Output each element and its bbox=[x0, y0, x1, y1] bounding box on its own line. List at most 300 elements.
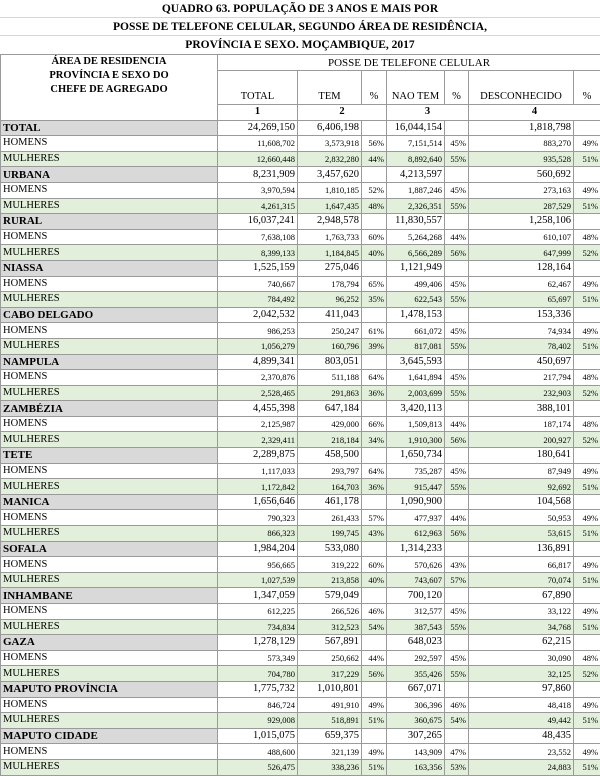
sex-row-homens bbox=[1, 697, 600, 713]
group-nao-tem: 4,213,597 bbox=[387, 167, 445, 183]
sex-nao-tem: 387,543 bbox=[387, 619, 445, 635]
group-name: URBANA bbox=[1, 167, 218, 183]
sex-nao-pct: 45% bbox=[445, 276, 469, 292]
group-row bbox=[1, 728, 600, 744]
group-tem: 3,457,620 bbox=[298, 167, 362, 183]
group-tem: 659,375 bbox=[298, 728, 362, 744]
sex-total: 12,660,448 bbox=[218, 151, 298, 167]
group-nao-tem: 1,121,949 bbox=[387, 260, 445, 276]
group-tem-pct-empty bbox=[362, 588, 387, 604]
sex-desc-pct: 49% bbox=[574, 136, 600, 152]
sex-desc-pct: 51% bbox=[574, 338, 600, 354]
sex-nao-tem: 292,597 bbox=[387, 650, 445, 666]
sex-total: 526,475 bbox=[218, 759, 298, 775]
group-row bbox=[1, 354, 600, 370]
sex-total: 784,492 bbox=[218, 292, 298, 308]
group-name: TETE bbox=[1, 448, 218, 464]
sex-desc-pct: 51% bbox=[574, 759, 600, 775]
sex-desc-pct: 51% bbox=[574, 713, 600, 729]
group-name: MANICA bbox=[1, 494, 218, 510]
group-tem-pct-empty bbox=[362, 681, 387, 697]
sex-total: 790,323 bbox=[218, 510, 298, 526]
sex-row-mulheres bbox=[1, 479, 600, 495]
sex-nao-pct: 45% bbox=[445, 463, 469, 479]
group-nao-pct-empty bbox=[445, 401, 469, 417]
group-name: NAMPULA bbox=[1, 354, 218, 370]
sex-desconhecido: 50,953 bbox=[469, 510, 574, 526]
sex-label: HOMENS bbox=[1, 136, 218, 152]
sex-row-mulheres bbox=[1, 432, 600, 448]
sex-nao-tem: 915,447 bbox=[387, 479, 445, 495]
sex-row-homens bbox=[1, 416, 600, 432]
group-nao-pct-empty bbox=[445, 214, 469, 230]
group-name: ZAMBÉZIA bbox=[1, 401, 218, 417]
sex-nao-tem: 817,081 bbox=[387, 338, 445, 354]
sex-row-homens bbox=[1, 557, 600, 573]
sex-nao-tem: 312,577 bbox=[387, 604, 445, 620]
sex-tem: 491,910 bbox=[298, 697, 362, 713]
header-nao-pct: % bbox=[445, 71, 469, 105]
sex-nao-pct: 56% bbox=[445, 432, 469, 448]
group-total: 1,984,204 bbox=[218, 541, 298, 557]
group-tem-pct-empty bbox=[362, 494, 387, 510]
sex-desc-pct: 51% bbox=[574, 198, 600, 214]
group-total: 1,347,059 bbox=[218, 588, 298, 604]
sex-desc-pct: 49% bbox=[574, 276, 600, 292]
group-desc-pct-empty bbox=[574, 448, 600, 464]
sex-label: MULHERES bbox=[1, 713, 218, 729]
sex-desc-pct: 49% bbox=[574, 463, 600, 479]
sex-total: 2,329,411 bbox=[218, 432, 298, 448]
header-desconhecido: DESCONHECIDO bbox=[469, 71, 574, 105]
sex-desc-pct: 48% bbox=[574, 416, 600, 432]
group-tem: 461,178 bbox=[298, 494, 362, 510]
group-name: MAPUTO PROVÍNCIA bbox=[1, 681, 218, 697]
group-desc-pct-empty bbox=[574, 214, 600, 230]
sex-nao-pct: 55% bbox=[445, 292, 469, 308]
sex-row-mulheres bbox=[1, 338, 600, 354]
sex-tem-pct: 64% bbox=[362, 370, 387, 386]
header-index-4: 4 bbox=[469, 105, 600, 121]
sex-total: 2,528,465 bbox=[218, 385, 298, 401]
sex-label: MULHERES bbox=[1, 619, 218, 635]
group-name: TOTAL bbox=[1, 120, 218, 136]
sex-nao-tem: 2,003,699 bbox=[387, 385, 445, 401]
sex-row-mulheres bbox=[1, 572, 600, 588]
sex-nao-pct: 55% bbox=[445, 619, 469, 635]
sex-nao-tem: 6,566,289 bbox=[387, 245, 445, 261]
sex-row-homens bbox=[1, 323, 600, 339]
sex-row-homens bbox=[1, 463, 600, 479]
header-area-line-1: ÁREA DE RESIDENCIA bbox=[3, 55, 215, 69]
sex-tem: 160,796 bbox=[298, 338, 362, 354]
sex-label: MULHERES bbox=[1, 245, 218, 261]
sex-total: 929,008 bbox=[218, 713, 298, 729]
sex-tem: 199,745 bbox=[298, 526, 362, 542]
sex-total: 986,253 bbox=[218, 323, 298, 339]
header-posse: POSSE DE TELEFONE CELULAR bbox=[218, 55, 600, 71]
group-desc-pct-empty bbox=[574, 307, 600, 323]
sex-tem-pct: 44% bbox=[362, 151, 387, 167]
sex-tem-pct: 35% bbox=[362, 292, 387, 308]
sex-nao-pct: 45% bbox=[445, 370, 469, 386]
group-total: 1,656,646 bbox=[218, 494, 298, 510]
sex-label: HOMENS bbox=[1, 323, 218, 339]
sex-desc-pct: 51% bbox=[574, 619, 600, 635]
sex-label: MULHERES bbox=[1, 151, 218, 167]
group-desc-pct-empty bbox=[574, 635, 600, 651]
sex-tem: 266,526 bbox=[298, 604, 362, 620]
sex-total: 2,370,876 bbox=[218, 370, 298, 386]
sex-nao-pct: 45% bbox=[445, 650, 469, 666]
group-desconhecido: 128,164 bbox=[469, 260, 574, 276]
sex-tem: 1,647,435 bbox=[298, 198, 362, 214]
sex-row-mulheres bbox=[1, 713, 600, 729]
sex-nao-pct: 55% bbox=[445, 151, 469, 167]
sex-desconhecido: 287,529 bbox=[469, 198, 574, 214]
sex-desconhecido: 647,999 bbox=[469, 245, 574, 261]
sex-desconhecido: 49,442 bbox=[469, 713, 574, 729]
sex-desconhecido: 232,903 bbox=[469, 385, 574, 401]
sex-desc-pct: 51% bbox=[574, 292, 600, 308]
sex-desconhecido: 65,697 bbox=[469, 292, 574, 308]
sex-desc-pct: 49% bbox=[574, 744, 600, 760]
sex-desc-pct: 48% bbox=[574, 370, 600, 386]
sex-label: HOMENS bbox=[1, 229, 218, 245]
sex-desc-pct: 49% bbox=[574, 697, 600, 713]
sex-nao-pct: 45% bbox=[445, 604, 469, 620]
sex-row-homens bbox=[1, 650, 600, 666]
sex-total: 1,027,539 bbox=[218, 572, 298, 588]
sex-total: 3,970,594 bbox=[218, 182, 298, 198]
group-tem: 567,891 bbox=[298, 635, 362, 651]
group-tem-pct-empty bbox=[362, 448, 387, 464]
sex-label: HOMENS bbox=[1, 463, 218, 479]
sex-tem: 250,247 bbox=[298, 323, 362, 339]
sex-label: MULHERES bbox=[1, 338, 218, 354]
group-nao-pct-empty bbox=[445, 354, 469, 370]
sex-tem-pct: 65% bbox=[362, 276, 387, 292]
sex-nao-tem: 306,396 bbox=[387, 697, 445, 713]
group-row bbox=[1, 260, 600, 276]
sex-desc-pct: 49% bbox=[574, 604, 600, 620]
sex-nao-pct: 55% bbox=[445, 479, 469, 495]
group-tem-pct-empty bbox=[362, 120, 387, 136]
sex-row-mulheres bbox=[1, 245, 600, 261]
group-row bbox=[1, 401, 600, 417]
group-nao-pct-empty bbox=[445, 167, 469, 183]
sex-nao-tem: 7,151,514 bbox=[387, 136, 445, 152]
group-desconhecido: 48,435 bbox=[469, 728, 574, 744]
sex-row-homens bbox=[1, 136, 600, 152]
sex-tem-pct: 43% bbox=[362, 526, 387, 542]
sex-desc-pct: 49% bbox=[574, 323, 600, 339]
sex-label: MULHERES bbox=[1, 198, 218, 214]
group-nao-tem: 16,044,154 bbox=[387, 120, 445, 136]
sex-desconhecido: 610,107 bbox=[469, 229, 574, 245]
sex-nao-tem: 570,626 bbox=[387, 557, 445, 573]
sex-row-homens bbox=[1, 276, 600, 292]
sex-row-homens bbox=[1, 744, 600, 760]
sex-nao-tem: 360,675 bbox=[387, 713, 445, 729]
table-title-line-2: POSSE DE TELEFONE CELULAR, SEGUNDO ÁREA DE RESIDÊNCIA, bbox=[0, 19, 600, 35]
sex-nao-pct: 55% bbox=[445, 198, 469, 214]
sex-tem-pct: 39% bbox=[362, 338, 387, 354]
sex-tem: 291,863 bbox=[298, 385, 362, 401]
sex-nao-tem: 1,887,246 bbox=[387, 182, 445, 198]
group-tem-pct-empty bbox=[362, 635, 387, 651]
header-area-line-3: CHEFE DE AGREGADO bbox=[3, 83, 215, 97]
sex-nao-tem: 163,356 bbox=[387, 759, 445, 775]
group-nao-tem: 700,120 bbox=[387, 588, 445, 604]
group-name: SOFALA bbox=[1, 541, 218, 557]
group-nao-tem: 3,645,593 bbox=[387, 354, 445, 370]
sex-desconhecido: 200,927 bbox=[469, 432, 574, 448]
sex-nao-pct: 54% bbox=[445, 713, 469, 729]
group-desc-pct-empty bbox=[574, 588, 600, 604]
sex-desconhecido: 92,692 bbox=[469, 479, 574, 495]
group-row bbox=[1, 120, 600, 136]
group-tem: 803,051 bbox=[298, 354, 362, 370]
sex-nao-pct: 43% bbox=[445, 557, 469, 573]
sex-tem: 1,810,185 bbox=[298, 182, 362, 198]
sex-total: 1,117,033 bbox=[218, 463, 298, 479]
group-tem-pct-empty bbox=[362, 307, 387, 323]
sex-desc-pct: 52% bbox=[574, 245, 600, 261]
group-nao-tem: 3,420,113 bbox=[387, 401, 445, 417]
group-total: 24,269,150 bbox=[218, 120, 298, 136]
sex-tem-pct: 44% bbox=[362, 650, 387, 666]
sex-tem: 96,252 bbox=[298, 292, 362, 308]
sex-tem-pct: 51% bbox=[362, 759, 387, 775]
group-desconhecido: 388,101 bbox=[469, 401, 574, 417]
sex-row-homens bbox=[1, 229, 600, 245]
group-row bbox=[1, 588, 600, 604]
sex-label: HOMENS bbox=[1, 416, 218, 432]
table-title-line-3: PROVÍNCIA E SEXO. MOÇAMBIQUE, 2017 bbox=[0, 37, 600, 53]
group-desconhecido: 104,568 bbox=[469, 494, 574, 510]
sex-tem: 511,188 bbox=[298, 370, 362, 386]
sex-nao-tem: 5,264,268 bbox=[387, 229, 445, 245]
sex-desc-pct: 51% bbox=[574, 479, 600, 495]
sex-desconhecido: 87,949 bbox=[469, 463, 574, 479]
sex-tem-pct: 61% bbox=[362, 323, 387, 339]
group-nao-tem: 1,314,233 bbox=[387, 541, 445, 557]
sex-nao-pct: 45% bbox=[445, 182, 469, 198]
sex-label: MULHERES bbox=[1, 572, 218, 588]
sex-tem-pct: 60% bbox=[362, 557, 387, 573]
sex-tem-pct: 57% bbox=[362, 510, 387, 526]
sex-row-mulheres bbox=[1, 666, 600, 682]
sex-row-mulheres bbox=[1, 619, 600, 635]
sex-desc-pct: 52% bbox=[574, 385, 600, 401]
group-desc-pct-empty bbox=[574, 401, 600, 417]
sex-nao-pct: 55% bbox=[445, 338, 469, 354]
sex-tem-pct: 46% bbox=[362, 604, 387, 620]
sex-desconhecido: 24,883 bbox=[469, 759, 574, 775]
sex-tem: 218,184 bbox=[298, 432, 362, 448]
sex-nao-pct: 47% bbox=[445, 744, 469, 760]
sex-nao-tem: 1,509,813 bbox=[387, 416, 445, 432]
sex-row-mulheres bbox=[1, 385, 600, 401]
sex-tem: 338,236 bbox=[298, 759, 362, 775]
sex-label: HOMENS bbox=[1, 557, 218, 573]
sex-tem-pct: 56% bbox=[362, 666, 387, 682]
group-tem: 647,184 bbox=[298, 401, 362, 417]
sex-row-homens bbox=[1, 370, 600, 386]
sex-tem-pct: 66% bbox=[362, 416, 387, 432]
sex-tem-pct: 52% bbox=[362, 182, 387, 198]
group-desconhecido: 62,215 bbox=[469, 635, 574, 651]
sex-tem: 317,229 bbox=[298, 666, 362, 682]
group-row bbox=[1, 214, 600, 230]
header-tem-pct: % bbox=[362, 71, 387, 105]
sex-tem-pct: 36% bbox=[362, 479, 387, 495]
sex-nao-pct: 55% bbox=[445, 666, 469, 682]
sex-total: 573,349 bbox=[218, 650, 298, 666]
sex-desconhecido: 66,817 bbox=[469, 557, 574, 573]
sex-tem: 319,222 bbox=[298, 557, 362, 573]
sex-tem: 250,662 bbox=[298, 650, 362, 666]
table-title-line-1: QUADRO 63. POPULAÇÃO DE 3 ANOS E MAIS POR bbox=[0, 1, 600, 17]
sex-nao-tem: 8,892,640 bbox=[387, 151, 445, 167]
sex-desconhecido: 34,768 bbox=[469, 619, 574, 635]
sex-total: 11,608,702 bbox=[218, 136, 298, 152]
sex-desconhecido: 935,528 bbox=[469, 151, 574, 167]
sex-desc-pct: 49% bbox=[574, 182, 600, 198]
sex-tem-pct: 49% bbox=[362, 744, 387, 760]
header-nao-tem: NAO TEM bbox=[387, 71, 445, 105]
sex-label: MULHERES bbox=[1, 759, 218, 775]
group-total: 1,278,129 bbox=[218, 635, 298, 651]
sex-desc-pct: 51% bbox=[574, 572, 600, 588]
sex-label: HOMENS bbox=[1, 370, 218, 386]
group-nao-pct-empty bbox=[445, 448, 469, 464]
sex-label: MULHERES bbox=[1, 479, 218, 495]
sex-nao-tem: 499,406 bbox=[387, 276, 445, 292]
group-tem: 1,010,801 bbox=[298, 681, 362, 697]
group-tem: 6,406,198 bbox=[298, 120, 362, 136]
group-row bbox=[1, 494, 600, 510]
sex-desc-pct: 52% bbox=[574, 432, 600, 448]
sex-total: 2,125,987 bbox=[218, 416, 298, 432]
group-row bbox=[1, 167, 600, 183]
sex-tem: 178,794 bbox=[298, 276, 362, 292]
sex-total: 740,667 bbox=[218, 276, 298, 292]
sex-label: HOMENS bbox=[1, 276, 218, 292]
sex-nao-tem: 622,543 bbox=[387, 292, 445, 308]
sex-nao-tem: 661,072 bbox=[387, 323, 445, 339]
group-name: GAZA bbox=[1, 635, 218, 651]
sex-total: 956,665 bbox=[218, 557, 298, 573]
sex-nao-tem: 735,287 bbox=[387, 463, 445, 479]
sex-tem: 429,000 bbox=[298, 416, 362, 432]
group-name: MAPUTO CIDADE bbox=[1, 728, 218, 744]
sex-desc-pct: 52% bbox=[574, 666, 600, 682]
sex-row-homens bbox=[1, 604, 600, 620]
sex-nao-pct: 44% bbox=[445, 416, 469, 432]
sex-row-mulheres bbox=[1, 759, 600, 775]
sex-desc-pct: 48% bbox=[574, 650, 600, 666]
header-index-3: 3 bbox=[387, 105, 469, 121]
sex-total: 4,261,315 bbox=[218, 198, 298, 214]
sex-desconhecido: 70,074 bbox=[469, 572, 574, 588]
sex-total: 612,225 bbox=[218, 604, 298, 620]
group-nao-pct-empty bbox=[445, 260, 469, 276]
sex-row-mulheres bbox=[1, 292, 600, 308]
sex-label: HOMENS bbox=[1, 604, 218, 620]
sheet-gridline bbox=[0, 17, 600, 18]
group-desconhecido: 450,697 bbox=[469, 354, 574, 370]
sex-desc-pct: 49% bbox=[574, 510, 600, 526]
header-area-line-2: PROVÍNCIA E SEXO DO bbox=[3, 69, 215, 83]
sex-total: 734,834 bbox=[218, 619, 298, 635]
group-desconhecido: 67,890 bbox=[469, 588, 574, 604]
sex-tem: 321,139 bbox=[298, 744, 362, 760]
group-nao-pct-empty bbox=[445, 120, 469, 136]
sex-nao-pct: 53% bbox=[445, 759, 469, 775]
group-tem: 533,080 bbox=[298, 541, 362, 557]
group-desconhecido: 180,641 bbox=[469, 448, 574, 464]
sex-tem: 2,832,280 bbox=[298, 151, 362, 167]
group-nao-tem: 307,265 bbox=[387, 728, 445, 744]
group-tem: 275,046 bbox=[298, 260, 362, 276]
group-name: NIASSA bbox=[1, 260, 218, 276]
group-name: INHAMBANE bbox=[1, 588, 218, 604]
group-nao-pct-empty bbox=[445, 681, 469, 697]
sex-tem-pct: 36% bbox=[362, 385, 387, 401]
group-total: 1,775,732 bbox=[218, 681, 298, 697]
header-tem: TEM bbox=[298, 71, 362, 105]
header-area bbox=[1, 55, 218, 121]
sex-nao-tem: 143,909 bbox=[387, 744, 445, 760]
group-desconhecido: 136,891 bbox=[469, 541, 574, 557]
sex-nao-tem: 355,426 bbox=[387, 666, 445, 682]
sex-tem-pct: 34% bbox=[362, 432, 387, 448]
sex-label: HOMENS bbox=[1, 510, 218, 526]
sex-tem: 3,573,918 bbox=[298, 136, 362, 152]
sex-nao-pct: 56% bbox=[445, 526, 469, 542]
sex-desconhecido: 48,418 bbox=[469, 697, 574, 713]
sex-nao-tem: 1,910,300 bbox=[387, 432, 445, 448]
sex-desconhecido: 78,402 bbox=[469, 338, 574, 354]
header-index-2: 2 bbox=[298, 105, 387, 121]
sex-nao-pct: 45% bbox=[445, 136, 469, 152]
group-row bbox=[1, 541, 600, 557]
group-desc-pct-empty bbox=[574, 681, 600, 697]
sex-label: HOMENS bbox=[1, 697, 218, 713]
group-nao-tem: 667,071 bbox=[387, 681, 445, 697]
group-tem-pct-empty bbox=[362, 401, 387, 417]
sex-tem-pct: 54% bbox=[362, 619, 387, 635]
sex-tem-pct: 64% bbox=[362, 463, 387, 479]
group-total: 4,455,398 bbox=[218, 401, 298, 417]
group-nao-pct-empty bbox=[445, 307, 469, 323]
sex-desconhecido: 32,125 bbox=[469, 666, 574, 682]
sex-tem-pct: 49% bbox=[362, 697, 387, 713]
sex-tem-pct: 40% bbox=[362, 572, 387, 588]
sex-total: 1,056,279 bbox=[218, 338, 298, 354]
sex-tem-pct: 48% bbox=[362, 198, 387, 214]
group-nao-pct-empty bbox=[445, 541, 469, 557]
sex-total: 846,724 bbox=[218, 697, 298, 713]
sex-nao-tem: 2,326,351 bbox=[387, 198, 445, 214]
sex-tem-pct: 51% bbox=[362, 713, 387, 729]
sex-label: HOMENS bbox=[1, 182, 218, 198]
group-nao-tem: 11,830,557 bbox=[387, 214, 445, 230]
group-tem: 458,500 bbox=[298, 448, 362, 464]
sex-label: HOMENS bbox=[1, 650, 218, 666]
